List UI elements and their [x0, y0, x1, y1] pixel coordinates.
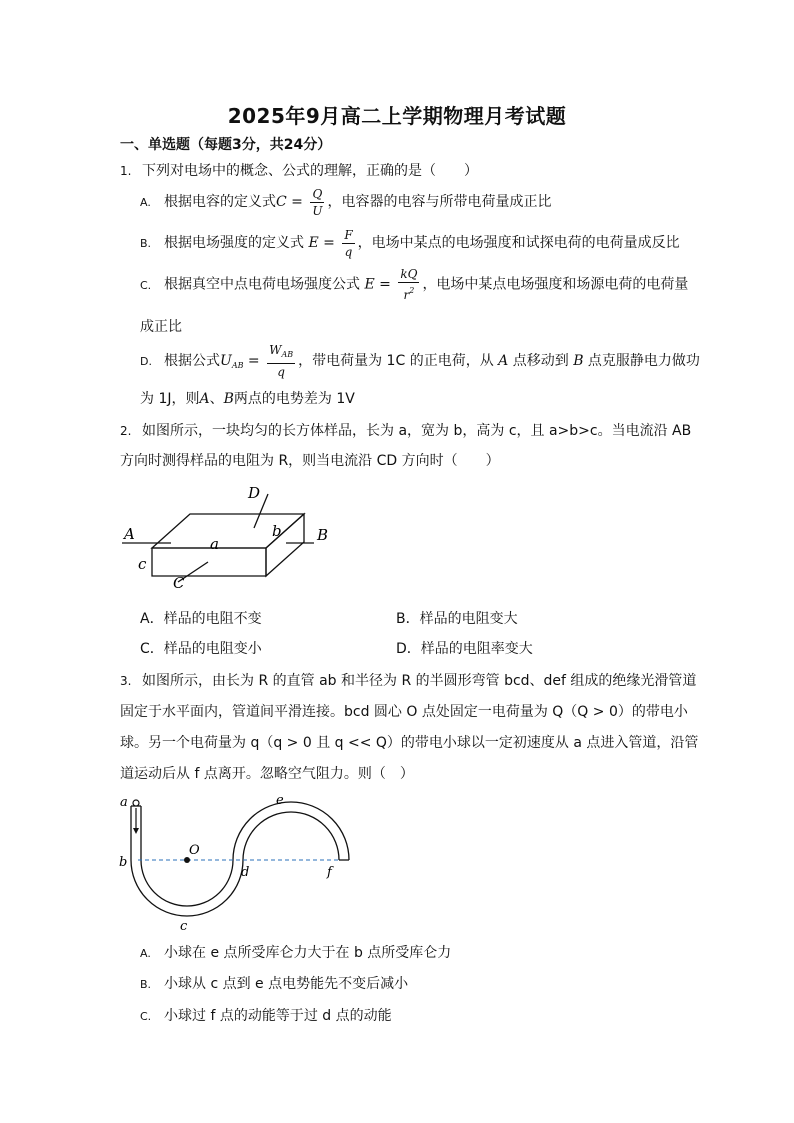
fraction-denominator: [398, 283, 419, 303]
option-label: C.: [140, 1010, 152, 1023]
option-text: 根据真空中点电荷电场强度公式: [164, 276, 365, 293]
label-f: f: [327, 865, 332, 880]
q1-stem-text: 下列对电场中的概念、公式的理解，正确的是（ ）: [142, 163, 478, 179]
formula-fraction: [310, 186, 324, 219]
label-b: b: [119, 855, 128, 870]
denominator-base: r: [403, 288, 410, 302]
formula-symbol: E: [308, 235, 319, 251]
formula-eq: =: [318, 235, 340, 251]
option-text-rest: 点克服静电力做功: [583, 353, 700, 369]
option-text-rest: ，带电荷量为 1C 的正电荷，从: [298, 353, 499, 369]
block-front-face: [152, 548, 266, 576]
q2-stem-line2: 方向时测得样品的电阻为 R，则当电流沿 CD 方向时（ ）: [120, 453, 500, 469]
q1-option-c-cont: 成正比: [140, 319, 182, 335]
numerator-base: W: [269, 343, 282, 357]
point-a: A: [498, 353, 509, 369]
option-text: 为 1J，则: [140, 391, 200, 407]
option-text-rest: ，电场中某点电场强度和场源电荷的电荷量: [422, 276, 689, 293]
q2-stem-text: 如图所示，一块均匀的长方体样品，长为 a，宽为 b，高为 c，且 a>b>c。当电流沿 AB: [142, 423, 692, 439]
formula-eq: =: [243, 353, 265, 369]
option-text: 小球从 c 点到 e 点电势能先不变后减小: [164, 976, 409, 992]
option-label: B.: [140, 237, 152, 250]
option-text: 小球在 e 点所受库仑力大于在 b 点所受库仑力: [164, 945, 452, 961]
entry-arrowhead: [133, 828, 139, 834]
q1-option-b: [140, 225, 680, 262]
q3-stem-text: 如图所示，由长为 R 的直管 ab 和半径为 R 的半圆形弯管 bcd、def 组成的绝缘光滑管道: [142, 673, 697, 689]
option-text: 两点的电势差为 1V: [233, 391, 355, 407]
label-c: c: [180, 919, 188, 934]
label-a: a: [120, 795, 128, 810]
label-e: e: [276, 793, 284, 808]
option-text-rest: ，电场中某点的电场强度和试探电荷的电荷量成反比: [357, 235, 680, 251]
option-label: A.: [140, 947, 151, 960]
point-b: B: [223, 391, 234, 407]
q2-option-b: B．样品的电阻变大: [396, 611, 518, 627]
q3-option-c: [140, 1007, 392, 1026]
label-b: b: [272, 522, 282, 540]
formula-symbol: U: [220, 353, 232, 369]
formula-symbol: C: [276, 194, 287, 210]
q2-option-d: D．样品的电阻率变大: [396, 641, 533, 657]
point-b: B: [573, 353, 584, 369]
q3-number: 3.: [120, 674, 132, 688]
formula-eq: =: [286, 194, 308, 210]
formula-subscript: AB: [231, 361, 244, 370]
label-c: c: [138, 555, 147, 573]
option-text: 小球过 f 点的动能等于过 d 点的动能: [164, 1008, 392, 1024]
option-label: B.: [140, 978, 152, 991]
q3-tube-figure: [116, 792, 356, 937]
fraction-numerator: Q: [310, 186, 324, 203]
fraction-denominator: U: [312, 203, 323, 218]
tube-inner-wall: [141, 802, 349, 906]
fraction-denominator: q: [344, 244, 353, 259]
denominator-exponent: 2: [409, 286, 415, 295]
label-a: a: [210, 535, 219, 553]
formula-symbol: E: [364, 276, 375, 293]
q2-stem-line1: [120, 422, 691, 440]
formula-fraction: [342, 227, 354, 260]
q1-option-d: [140, 342, 700, 384]
label-D: D: [248, 484, 261, 502]
q1-option-d-cont: [140, 390, 355, 408]
q2-option-c: C．样品的电阻变小: [140, 641, 262, 657]
q1-number: 1.: [120, 164, 132, 178]
section-heading: 一、单选题（每题3分，共24分）: [120, 137, 332, 153]
q2-option-a: A．样品的电阻不变: [140, 611, 262, 627]
fraction-denominator: q: [277, 365, 285, 379]
q3-stem-line1: [120, 672, 696, 690]
option-text: 根据公式: [164, 353, 220, 369]
formula-fraction: [398, 266, 419, 303]
option-text: 、: [209, 391, 224, 407]
option-label: D.: [140, 355, 152, 368]
formula-eq: =: [374, 276, 396, 293]
formula-fraction: [267, 342, 295, 380]
fraction-numerator: kQ: [400, 267, 418, 281]
q1-option-c: [140, 266, 688, 304]
q2-number: 2.: [120, 424, 132, 438]
label-A: A: [124, 525, 135, 543]
page-title: 2025年9月高二上学期物理月考试题: [227, 104, 567, 128]
point-a: A: [199, 391, 210, 407]
q1-stem: [120, 162, 478, 180]
option-text: 根据电容的定义式: [164, 194, 276, 210]
option-label: A.: [140, 196, 151, 209]
q2-block-figure: [118, 484, 338, 594]
q3-option-b: [140, 975, 408, 994]
option-text: 根据电场强度的定义式: [164, 235, 309, 251]
label-d: d: [241, 865, 250, 880]
option-label: C.: [140, 278, 152, 292]
q1-option-a: [140, 184, 551, 221]
ball-at-a: [133, 800, 139, 806]
q3-stem-line4: 道运动后从 f 点离开。忽略空气阻力。则（ ）: [120, 766, 414, 782]
option-text-rest: 点移动到: [508, 353, 574, 369]
fraction-numerator: [267, 342, 295, 364]
label-O: O: [189, 843, 200, 858]
numerator-subscript: AB: [281, 350, 294, 359]
option-text-rest: ，电容器的电容与所带电荷量成正比: [327, 194, 552, 210]
label-C: C: [173, 574, 185, 592]
label-B: B: [317, 526, 329, 544]
q3-stem-line3: 球。另一个电荷量为 q（q > 0 且 q << Q）的带电小球以一定初速度从 a 点进入管道，沿管: [120, 735, 699, 751]
q3-option-a: [140, 944, 451, 963]
q3-stem-line2: 固定于水平面内，管道间平滑连接。bcd 圆心 O 点处固定一电荷量为 Q（Q > 0）的带电小: [120, 704, 688, 720]
fraction-numerator: F: [344, 227, 353, 242]
